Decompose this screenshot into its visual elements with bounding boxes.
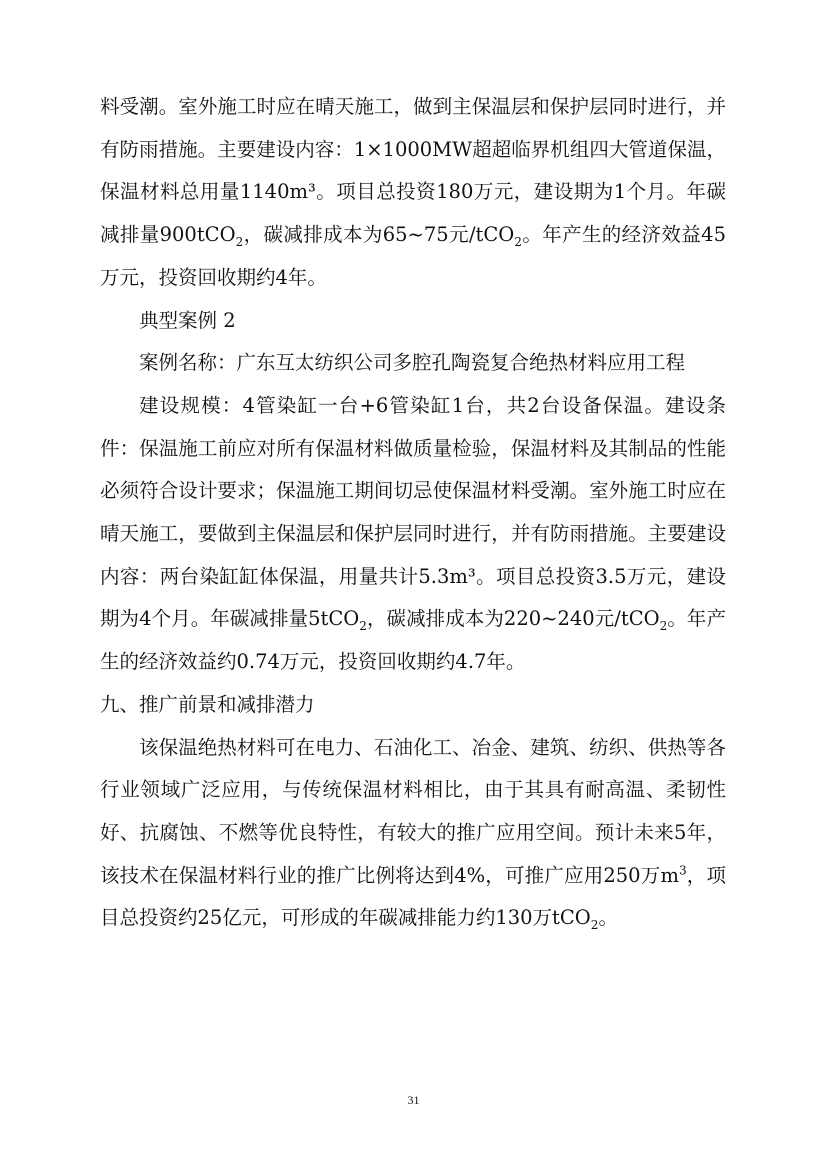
text-run: ，碳减排成本为65~75元/tCO xyxy=(243,223,515,247)
paragraph xyxy=(100,86,726,300)
paragraph xyxy=(100,342,726,385)
subscript-text: 2 xyxy=(359,619,367,634)
subscript-text: 2 xyxy=(590,918,599,933)
section-heading xyxy=(100,684,726,727)
text-run: 料受潮。室外施工时应在晴天施工，做到主保温层和保护层同时进行，并有防雨措施。主要建设内容：1×1000MW超超临界机组四大管道保温，保温材料总用量1140m³。项目总投资180万元，建设期为1个月。年碳减排量900tCO xyxy=(100,95,726,247)
text-run: 九、推广前景和减排潜力 xyxy=(100,692,315,716)
text-run: ，碳减排成本为220~240元/tCO xyxy=(366,607,660,631)
paragraph xyxy=(100,300,726,343)
text-run: 建设规模：4管染缸一台+6管染缸1台，共2台设备保温。建设条件：保温施工前应对所有保温材料做质量检验，保温材料及其制品的性能必须符合设计要求；保温施工期间切忌使保温材料受潮。室外施工时应在晴天施工，要做到主保温层和保护层同时进行，并有防雨措施。主要建设内容：两台染缸缸体保温，用量共计5.3m³。项目总投资3.5万元，建设期为4个月。年碳减排量5tCO xyxy=(100,393,726,631)
paragraph xyxy=(100,385,726,684)
superscript-text: 3 xyxy=(678,863,687,878)
text-run: 案例名称：广东互太纺织公司多腔孔陶瓷复合绝热材料应用工程 xyxy=(139,351,686,375)
document-body xyxy=(100,86,726,940)
text-run: 。年产生的经济效益约0.74万元，投资回收期约4.7年。 xyxy=(100,607,726,674)
text-run: 。年产生的经济效益45万元，投资回收期约4年。 xyxy=(100,223,726,289)
subscript-text: 2 xyxy=(235,235,244,249)
subscript-text: 2 xyxy=(514,235,522,249)
text-run: 。 xyxy=(598,906,618,930)
paragraph xyxy=(100,727,726,941)
text-run: 该保温绝热材料可在电力、石油化工、冶金、建筑、纺织、供热等各行业领域广泛应用，与传统保温材料相比，由于其具有耐高温、柔韧性好、抗腐蚀、不燃等优良特性，有较大的推广应用空间。预计未来5年，该技术在保温材料行业的推广比例将达到4%，可推广应用250万m xyxy=(100,735,726,887)
subscript-text: 2 xyxy=(659,619,668,634)
text-run: ，项目总投资约25亿元，可形成的年碳减排能力约130万tCO xyxy=(100,863,726,930)
page-number: 31 xyxy=(407,1093,420,1107)
text-run: 典型案例 2 xyxy=(139,308,236,332)
